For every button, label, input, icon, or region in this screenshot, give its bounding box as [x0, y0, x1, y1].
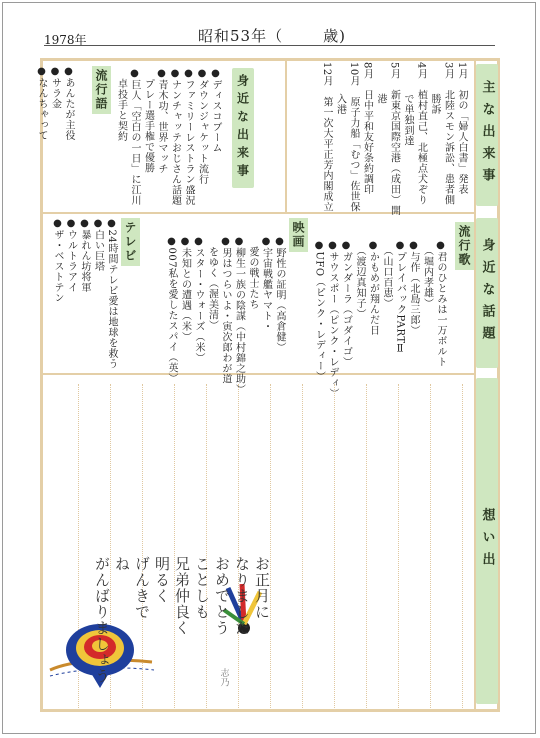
memory-line	[398, 384, 399, 708]
heading-songs: 流行歌	[455, 222, 474, 270]
divider-events	[42, 212, 474, 214]
memory-line	[462, 384, 463, 708]
signature: 志乃	[218, 668, 229, 687]
events-list: 1月 初の「婦人白書」発表 3月 北陸スモン訴訟、患者側 勝訴 4月 植村直己、北極点犬ぞり で単独到達 5月 新東京国際空港（成田）開 港 8月 日中平和友好条約調印 10月 原子力船「むつ」佐世保 入港 12月 第一次大平正芳内閣成立	[321, 62, 467, 216]
handwritten-message: お正月に なりました おめでとう ことしも 兄弟仲良く 明るく げんきで ね がんばりましょう	[93, 556, 271, 684]
divider-topics	[42, 373, 474, 375]
title-prefix: 昭和53年（	[198, 27, 284, 45]
heading-tv: テレビ	[121, 218, 140, 266]
page-title	[198, 25, 346, 46]
boxed-events-list: ●ディスコブーム ●ダウンジャケット流行 ●ファミリーレストラン盛況 ●ナンチャッテおじさん話題 ●青木功、世界マッチ プレー選手権で優勝 ●巨人「空白の一日」に江川 卓投手と契約	[115, 68, 221, 206]
heading-boxed-events: 身近な出来事	[232, 68, 254, 188]
trends-list: ●あんたが主役 ●サラ金 ●なんちゃって	[36, 66, 74, 141]
title-underline	[44, 45, 495, 46]
heading-main-events: 主な出来事	[476, 64, 498, 206]
title-suffix: 歳)	[323, 27, 346, 45]
heading-memories: 想い出	[476, 378, 498, 704]
memory-line	[334, 384, 335, 708]
heading-trends: 流行語	[92, 66, 111, 114]
year-label: 1978年	[44, 33, 87, 47]
memory-line	[366, 384, 367, 708]
memory-line	[302, 384, 303, 708]
heading-topics: 身近な話題	[476, 218, 498, 368]
divider-events-box	[285, 60, 287, 212]
memory-line	[430, 384, 431, 708]
songs-list: ●君のひとみは一万ボルト （堀内孝雄） ●与作（北島三郎） ●プレイバックPARTⅡ （山口百恵） ●かもめが翔んだ日 （渡辺真知子） ●ガンダーラ（ゴダイゴ） ●サウスポー（ピンク・レディ） ●UFO（ピンク・レディー）	[313, 240, 446, 399]
tv-list: ●24時間テレビ愛は地球を救う ●白い巨塔 ●暴れん坊将軍 ●ウルトラアイ ●ザ・ベストテン	[52, 218, 117, 370]
movies-list: ●野性の証明（高倉健） ●宇宙戦艦ヤマト・ 愛の戦士たち ●柳生一族の陰謀（中村錦之助） ●男はつらいよ・寅次郎わが道 をゆく（渥美清） ●スター・ウォーズ（米） ●未知との遭遇（米） ●007私を愛したスパイ（英）	[166, 236, 285, 395]
heading-movies: 映画	[289, 218, 308, 252]
